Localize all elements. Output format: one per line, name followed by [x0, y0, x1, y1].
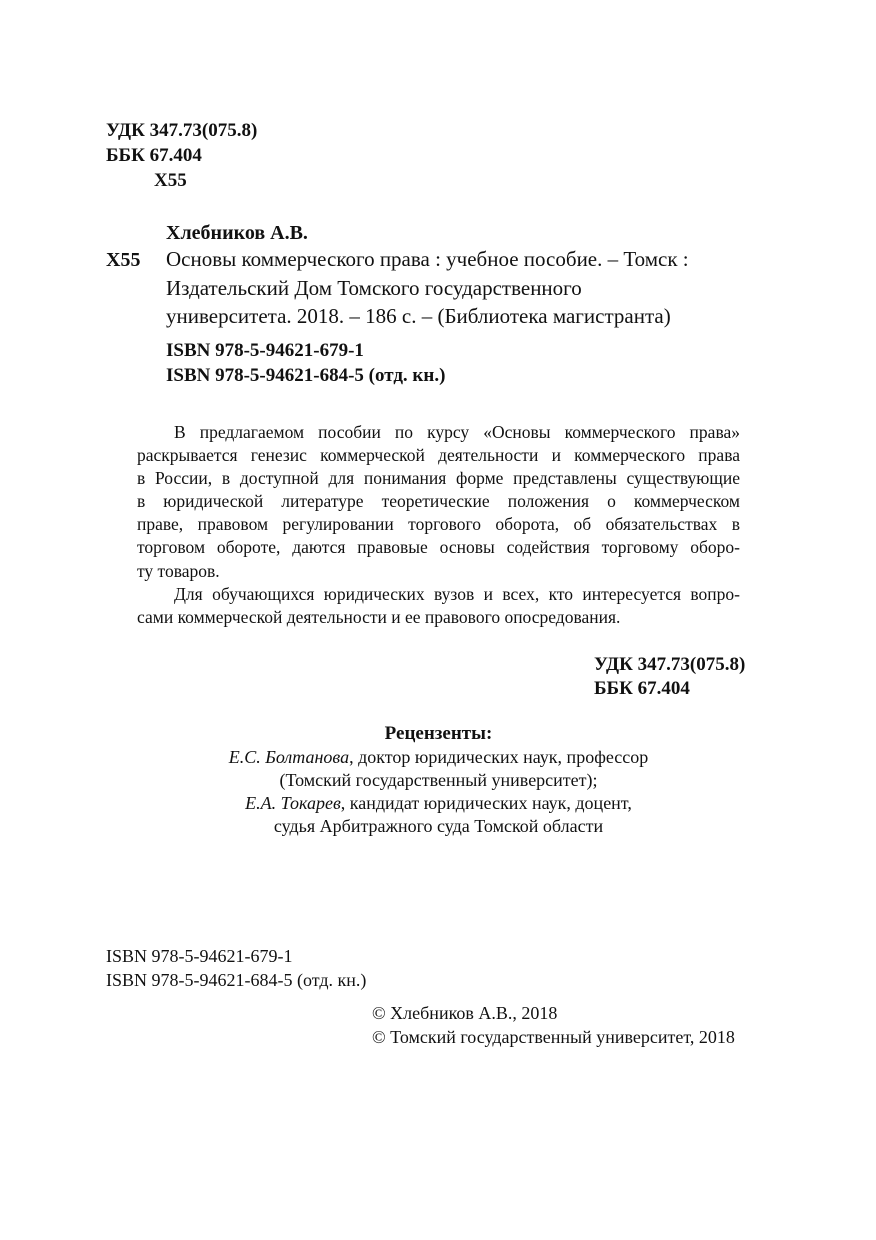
reviewer-2 — [137, 792, 740, 815]
copyright-author: © Хлебников А.В., 2018 — [372, 1003, 558, 1023]
title-line: университета. 2018. – 186 с. – (Библиотека магистранта) — [166, 304, 671, 328]
copyright-university: © Томский государственный университет, 2018 — [372, 1027, 735, 1047]
annotation-line: праве, правовом регулировании торгового оборота, об обязательствах в — [137, 514, 740, 535]
annotation-line: в юридической литературе теоретические положения о коммерческом — [137, 491, 740, 512]
book-title-block — [166, 245, 786, 331]
title-line: Основы коммерческого права : учебное пособие. – Томск : — [166, 247, 689, 271]
annotation-line: В предлагаемом пособии по курсу «Основы коммерческого права» — [174, 422, 740, 442]
reviewer-2-name: Е.А. Токарев — [245, 793, 341, 813]
annotation-line: ту товаров. — [137, 560, 220, 581]
annotation — [137, 421, 740, 629]
reviewer-1 — [137, 746, 740, 769]
reviewer-2-title: , кандидат юридических наук, доцент, — [340, 793, 632, 813]
author-mark: Х55 — [154, 170, 187, 191]
author-cipher: Х55 — [106, 249, 141, 271]
bottom-isbn-2: ISBN 978-5-94621-684-5 (отд. кн.) — [106, 970, 367, 990]
annotation-line: в России, в доступной для понимания форме представлены существующие — [137, 468, 740, 489]
title-line: Издательский Дом Томского государственного — [166, 275, 582, 300]
book-author: Хлебников А.В. — [166, 222, 308, 244]
reviewer-1-name: Е.С. Болтанова — [228, 747, 350, 767]
reviewers-block — [137, 722, 740, 838]
annotation-line: Для обучающихся юридических вузов и всех, кто интересуется вопро- — [174, 583, 740, 604]
reviewer-2-affiliation: судья Арбитражного суда Томской области — [273, 816, 604, 836]
bbk-code: ББК 67.404 — [106, 145, 202, 166]
udk-code-repeat: УДК 347.73(075.8) — [594, 654, 746, 675]
annotation-line: сами коммерческой деятельности и ее правового опосредования. — [137, 606, 621, 627]
book-isbn-1: ISBN 978-5-94621-679-1 — [166, 340, 364, 361]
book-isbn-2: ISBN 978-5-94621-684-5 (отд. кн.) — [166, 365, 446, 386]
annotation-line: торговом обороте, даются правовые основы содействия торговому оборо- — [137, 537, 740, 558]
reviewer-1-title: , доктор юридических наук, профессор — [349, 747, 649, 767]
udk-code: УДК 347.73(075.8) — [106, 120, 258, 141]
reviewers-heading: Рецензенты: — [384, 723, 493, 744]
annotation-line: раскрывается генезис коммерческой деятельности и коммерческого права — [137, 445, 740, 466]
bottom-isbn-1: ISBN 978-5-94621-679-1 — [106, 946, 293, 966]
bbk-code-repeat: ББК 67.404 — [594, 678, 690, 699]
reviewer-1-affiliation: (Томский государственный университет); — [279, 770, 598, 790]
